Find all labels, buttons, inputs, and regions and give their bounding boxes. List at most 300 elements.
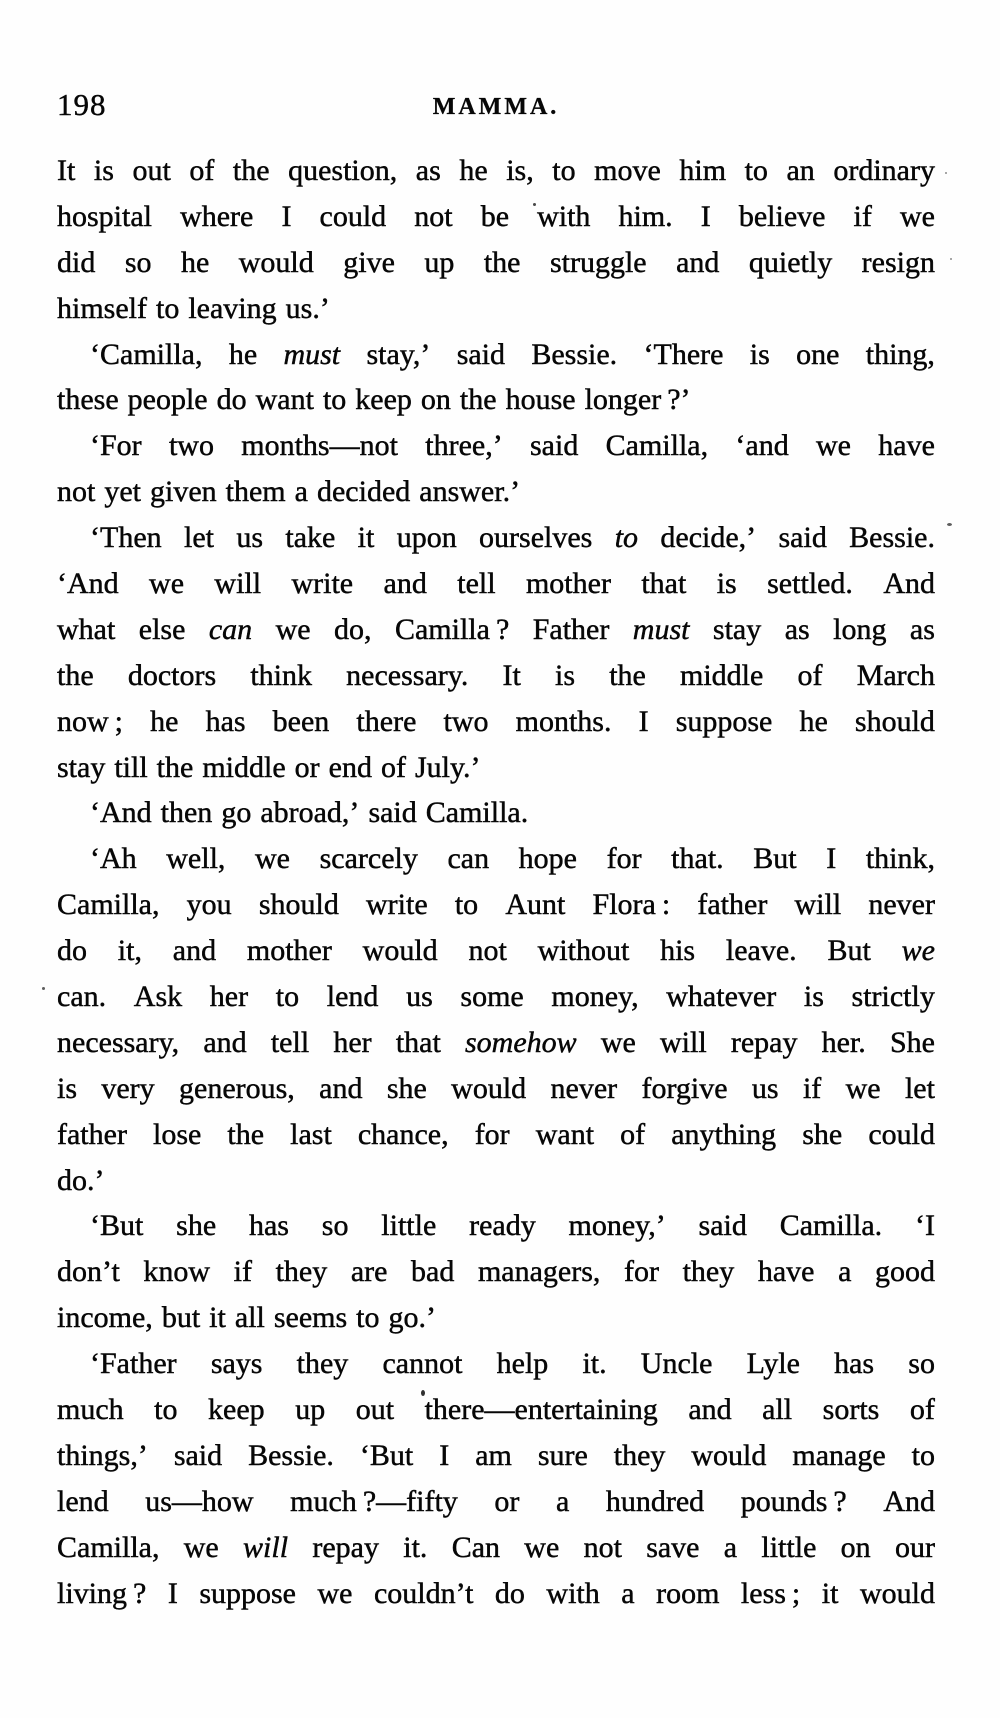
word: where	[180, 199, 254, 233]
word: ‘And	[57, 567, 119, 601]
word: her	[333, 1025, 372, 1059]
word: to	[911, 1438, 935, 1472]
word: know	[143, 1255, 211, 1289]
word: are	[350, 1255, 388, 1289]
text-line	[57, 1112, 935, 1158]
word: would	[238, 245, 314, 279]
word: want	[535, 1117, 595, 1151]
word: the	[227, 1117, 265, 1151]
word: hospital	[57, 199, 152, 233]
word: stay	[712, 612, 762, 646]
word: keep	[208, 1393, 265, 1427]
word: Camilla,	[57, 888, 160, 922]
word: quietly	[748, 245, 833, 279]
text-line	[57, 1571, 935, 1617]
word: we	[899, 199, 935, 233]
word: there—entertaining	[424, 1393, 658, 1427]
word: Can	[451, 1530, 501, 1564]
word: ourselves	[479, 521, 593, 555]
word: said	[456, 337, 506, 371]
word: forgive	[641, 1071, 728, 1105]
word: would	[451, 1071, 527, 1105]
word: but	[161, 1301, 201, 1335]
text-line	[57, 836, 935, 882]
word: us	[236, 521, 264, 555]
word: that	[641, 567, 687, 601]
word: he	[180, 245, 210, 279]
word: he	[459, 154, 488, 187]
italic-word: to	[614, 521, 639, 555]
word: out	[355, 1393, 395, 1427]
word: go	[221, 796, 252, 830]
ink-speck	[950, 258, 952, 260]
word: stay	[57, 750, 106, 784]
word: well,	[166, 842, 226, 876]
word: ‘Ah	[90, 842, 137, 876]
word: let	[904, 1071, 935, 1105]
word: Camilla.	[779, 1209, 883, 1243]
word: the	[483, 245, 521, 279]
word: so	[321, 1209, 349, 1243]
word: end	[328, 750, 372, 784]
word: us	[406, 980, 433, 1014]
word: father	[57, 1117, 127, 1151]
word: It	[57, 154, 76, 187]
word: do.’	[57, 1163, 105, 1197]
word: we	[524, 1530, 560, 1564]
word: it	[209, 1301, 226, 1335]
word: house	[505, 383, 576, 417]
word: so	[124, 245, 152, 279]
word: of	[909, 1393, 935, 1427]
text-line	[57, 515, 935, 561]
word: think	[250, 658, 312, 692]
text-line	[57, 1203, 935, 1249]
word: his	[660, 934, 696, 968]
italic-word: will	[243, 1530, 289, 1564]
word: yet	[104, 475, 141, 509]
word: hundred	[605, 1484, 705, 1518]
word: of	[797, 658, 823, 692]
ink-speck	[42, 987, 45, 990]
word: necessary.	[346, 658, 469, 692]
word: could	[319, 199, 387, 233]
word: it.	[582, 1347, 607, 1381]
word: that	[395, 1025, 441, 1059]
word: you	[186, 888, 232, 922]
word: said	[698, 1209, 747, 1243]
word: give	[343, 245, 395, 279]
word: decide,’	[660, 521, 757, 555]
word: on	[420, 383, 451, 417]
word: suppose	[675, 704, 773, 738]
word: said	[173, 1438, 223, 1472]
word: money,’	[568, 1209, 666, 1243]
text-line	[57, 286, 935, 332]
word: Camilla ?	[394, 612, 510, 646]
word: is	[93, 154, 114, 187]
text-line	[57, 377, 935, 423]
word: living ?	[57, 1576, 147, 1610]
word: is	[555, 658, 576, 692]
word: write	[291, 567, 354, 601]
word: save	[646, 1530, 700, 1564]
word: they	[613, 1438, 666, 1472]
word: the	[232, 154, 270, 187]
word: we	[317, 1576, 353, 1610]
word: a	[723, 1530, 738, 1564]
word: months—not	[241, 429, 398, 463]
word: think,	[865, 842, 935, 876]
word: tell	[270, 1025, 310, 1059]
word: to	[744, 154, 768, 187]
text-line	[57, 928, 935, 974]
word: ‘For	[90, 429, 142, 463]
word: Flora :	[592, 888, 671, 922]
word: And	[883, 1484, 935, 1518]
word: the	[459, 383, 497, 417]
word: decided	[316, 475, 411, 509]
word: us—how	[145, 1484, 254, 1518]
word: she	[176, 1209, 217, 1243]
word: her	[209, 980, 249, 1014]
word: as	[784, 612, 810, 646]
word: thing,	[865, 337, 935, 371]
word: our	[894, 1530, 935, 1564]
word: has	[248, 1209, 289, 1243]
word: we	[275, 612, 311, 646]
word: do	[494, 1576, 525, 1610]
word: Camilla,	[57, 1530, 160, 1564]
word: whatever	[666, 980, 777, 1014]
word: never	[868, 888, 935, 922]
word: couldn’t	[373, 1576, 474, 1610]
word: of	[189, 154, 215, 187]
page-text	[57, 148, 935, 1617]
word: never	[550, 1071, 618, 1105]
word: he	[228, 337, 258, 371]
word: bad	[411, 1255, 455, 1289]
word: him.	[618, 199, 673, 233]
word: will	[659, 1025, 707, 1059]
word: a	[294, 475, 308, 509]
word: it	[821, 1576, 839, 1610]
text-line	[57, 1158, 935, 1204]
word: should	[854, 704, 935, 738]
word: as	[909, 612, 935, 646]
word: little	[381, 1209, 437, 1243]
word: us	[751, 1071, 779, 1105]
word: believe	[738, 199, 826, 233]
word: ‘Camilla,	[90, 337, 203, 371]
word: up	[424, 245, 455, 279]
word: strictly	[851, 980, 935, 1014]
word: on	[840, 1530, 871, 1564]
word: necessary,	[57, 1025, 180, 1059]
word: mother	[525, 567, 611, 601]
word: with	[537, 199, 591, 233]
word: ‘Father	[90, 1347, 177, 1381]
word: all	[762, 1393, 793, 1427]
word: want	[255, 383, 314, 417]
text-line	[57, 423, 935, 469]
word: said	[778, 521, 827, 555]
text-line	[57, 1295, 935, 1341]
word: much ?—fifty	[290, 1484, 458, 1518]
word: cannot	[382, 1347, 463, 1381]
word: if	[802, 1071, 822, 1105]
word: not	[414, 199, 453, 233]
word: ‘And	[90, 796, 152, 830]
word: longer ?’	[584, 383, 691, 417]
word: given	[150, 475, 217, 509]
text-line	[57, 1341, 935, 1387]
word: we	[183, 1530, 219, 1564]
word: scarcely	[319, 842, 418, 876]
word: and	[319, 1071, 363, 1105]
word: Bessie.	[531, 337, 618, 371]
word: settled.	[767, 567, 853, 601]
word: lend	[57, 1484, 109, 1518]
word: for	[624, 1255, 659, 1289]
word: they	[275, 1255, 328, 1289]
word: ‘Then	[90, 521, 162, 555]
word: take	[285, 521, 336, 555]
word: leave.	[725, 934, 797, 968]
word: have	[878, 429, 935, 463]
word: is	[803, 980, 824, 1014]
word: answer.’	[419, 475, 521, 509]
word: don’t	[57, 1255, 120, 1289]
word: did	[57, 245, 96, 279]
word: with	[546, 1576, 600, 1610]
word: else	[138, 612, 186, 646]
word: that.	[671, 842, 724, 876]
word: been	[272, 704, 330, 738]
word: I	[167, 1576, 178, 1610]
word: She	[889, 1025, 935, 1059]
word: us.’	[285, 291, 330, 325]
text-line	[57, 1249, 935, 1295]
word: I	[826, 842, 837, 876]
word: should	[258, 888, 339, 922]
word: as	[415, 154, 441, 187]
word: three,’	[425, 429, 503, 463]
word: for	[474, 1117, 510, 1151]
word: not	[468, 934, 507, 968]
text-line	[57, 148, 935, 194]
word: a	[555, 1484, 570, 1518]
word: they	[296, 1347, 349, 1381]
word: hope	[518, 842, 577, 876]
word: struggle	[549, 245, 647, 279]
word: for	[606, 842, 642, 876]
ink-speck	[947, 523, 952, 526]
word: we	[600, 1025, 636, 1059]
word: would	[691, 1438, 767, 1472]
word: Camilla,	[605, 429, 709, 463]
word: he	[150, 704, 179, 738]
word: them	[225, 475, 286, 509]
word: all	[234, 1301, 265, 1335]
word: a	[838, 1255, 852, 1289]
word: seems	[273, 1301, 348, 1335]
word: what	[57, 612, 116, 646]
word: anything	[671, 1117, 777, 1151]
word: to	[156, 291, 180, 325]
word: generous,	[179, 1071, 295, 1105]
word: himself	[57, 291, 147, 325]
word: It	[502, 658, 521, 692]
word: July.’	[414, 750, 481, 784]
word: Ask	[133, 980, 183, 1014]
word: things,’	[57, 1438, 148, 1472]
word: Bessie.	[248, 1438, 334, 1472]
word: move	[594, 154, 661, 187]
word: has	[834, 1347, 875, 1381]
word: and	[172, 934, 217, 968]
word: can	[447, 842, 490, 876]
word: till	[114, 750, 148, 784]
word: it.	[403, 1530, 428, 1564]
word: go.’	[388, 1301, 436, 1335]
text-line	[57, 1020, 935, 1066]
word: there	[356, 704, 417, 738]
word: not	[57, 475, 96, 509]
word: these	[57, 383, 119, 417]
word: little	[761, 1530, 817, 1564]
word: to	[154, 1393, 178, 1427]
word: ‘But	[359, 1438, 414, 1472]
word: repay	[730, 1025, 798, 1059]
text-line	[57, 699, 935, 745]
word: and	[383, 567, 427, 601]
ink-speck	[945, 172, 947, 174]
word: so	[908, 1347, 935, 1381]
word: people	[127, 383, 208, 417]
word: she	[386, 1071, 427, 1105]
word: ready	[469, 1209, 536, 1243]
word: one	[796, 337, 840, 371]
word: not	[583, 1530, 622, 1564]
word: could	[868, 1117, 935, 1151]
word: sorts	[822, 1393, 880, 1427]
word: would	[362, 934, 438, 968]
word: to	[275, 980, 300, 1014]
text-line	[57, 882, 935, 928]
word: of	[380, 750, 406, 784]
word: ‘and	[735, 429, 789, 463]
word: abroad,’	[260, 796, 360, 830]
page-header	[57, 86, 935, 128]
word: the	[57, 658, 94, 692]
word: stay,’	[366, 337, 431, 371]
word: is	[749, 337, 770, 371]
word: some	[460, 980, 524, 1014]
word: I	[281, 199, 292, 233]
word: said	[368, 796, 417, 830]
word: And	[883, 567, 935, 601]
word: leaving	[188, 291, 277, 325]
word: says	[210, 1347, 263, 1381]
word: money,	[551, 980, 639, 1014]
word: good	[875, 1255, 935, 1289]
word: then	[160, 796, 213, 830]
word: of	[620, 1117, 646, 1151]
word: managers,	[477, 1255, 601, 1289]
word: and	[676, 245, 720, 279]
text-line	[57, 1525, 935, 1571]
word: the	[156, 750, 194, 784]
word: would	[859, 1576, 935, 1610]
word: do	[57, 934, 87, 968]
ink-speck	[421, 1390, 425, 1396]
word: tell	[457, 567, 496, 601]
word: doctors	[127, 658, 217, 692]
ink-speck	[533, 203, 536, 206]
word: it	[357, 521, 375, 555]
text-line	[57, 745, 935, 791]
text-line	[57, 561, 935, 607]
word: let	[183, 521, 214, 555]
word: if	[233, 1255, 252, 1289]
word: Camilla.	[425, 796, 529, 830]
word: sure	[537, 1438, 588, 1472]
word: be	[480, 199, 510, 233]
word: ‘But	[90, 1209, 144, 1243]
word: middle	[202, 750, 286, 784]
word: will	[794, 888, 842, 922]
text-line	[57, 240, 935, 286]
word: much	[57, 1393, 124, 1427]
word: and	[688, 1393, 732, 1427]
text-line	[57, 1479, 935, 1525]
word: we	[816, 429, 851, 463]
word: Uncle	[640, 1347, 713, 1381]
word: out	[132, 154, 171, 187]
word: suppose	[199, 1576, 296, 1610]
word: two	[443, 704, 489, 738]
word: they	[682, 1255, 735, 1289]
word: without	[537, 934, 630, 968]
word: long	[833, 612, 887, 646]
word: father	[697, 888, 768, 922]
word: to	[322, 383, 347, 417]
word: she	[802, 1117, 843, 1151]
word: do,	[334, 612, 372, 646]
word: lend	[326, 980, 379, 1014]
text-line	[57, 974, 935, 1020]
word: upon	[396, 521, 457, 555]
word: is,	[506, 154, 534, 187]
word: March	[856, 658, 935, 692]
word: income,	[57, 1301, 153, 1335]
word: to	[454, 888, 479, 922]
italic-word: must	[632, 612, 690, 646]
word: room	[656, 1576, 720, 1610]
word: I	[638, 704, 649, 738]
text-line	[57, 1066, 935, 1112]
word: But	[753, 842, 797, 876]
word: an	[786, 154, 815, 187]
word: to	[552, 154, 576, 187]
word: her.	[821, 1025, 866, 1059]
text-line	[57, 469, 935, 515]
word: said	[530, 429, 579, 463]
word: him	[679, 154, 727, 187]
word: lose	[153, 1117, 202, 1151]
text-line	[57, 332, 935, 378]
